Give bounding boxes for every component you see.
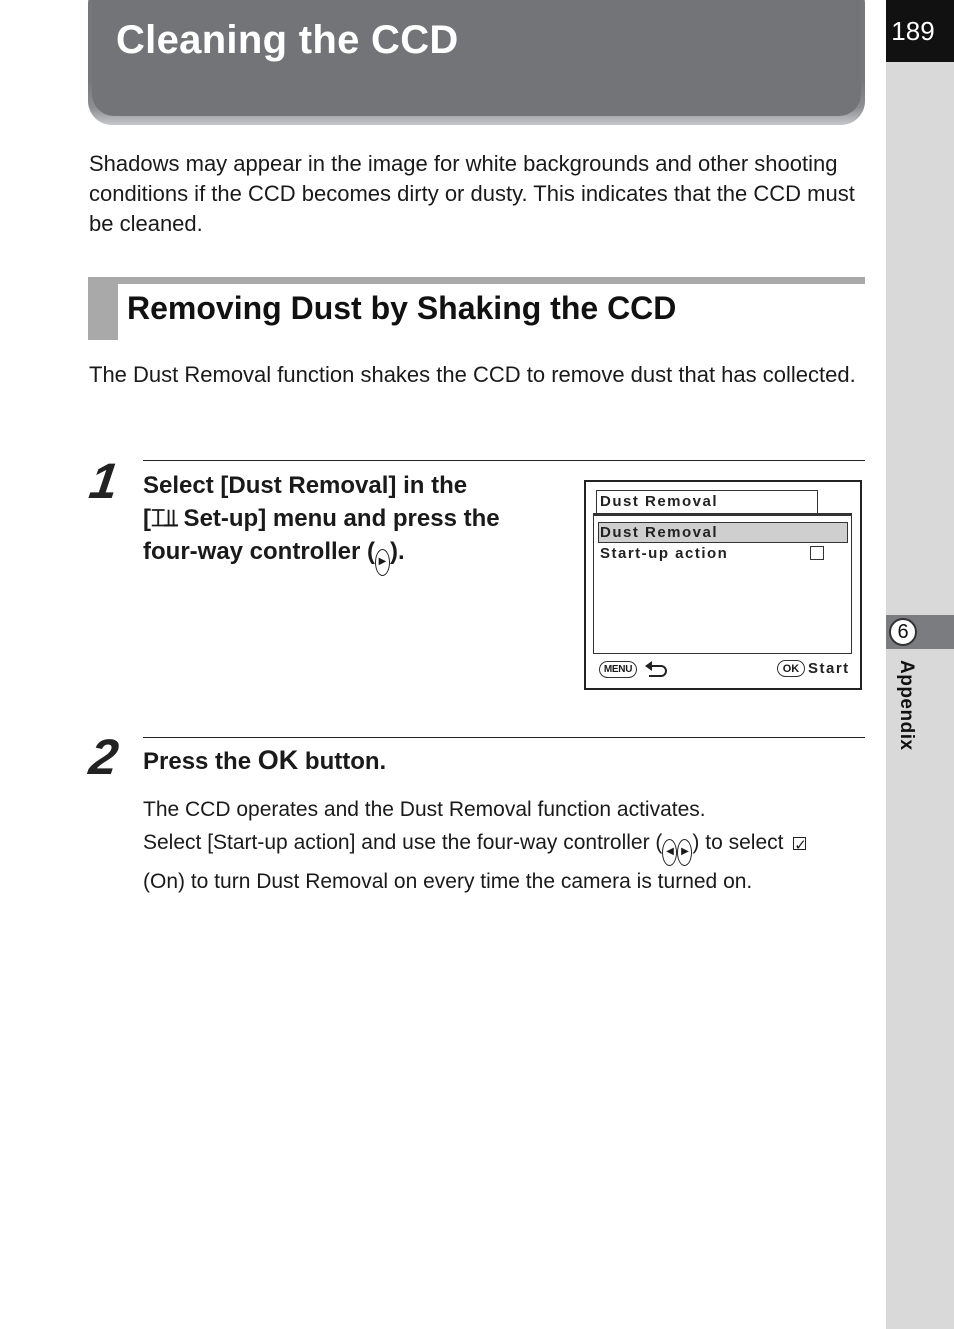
step-2-body-2-pre: Select [Start-up action] and use the four-way controller (: [143, 831, 663, 854]
step-1-line-2: [⌶⫫ Set-up] menu and press the: [143, 505, 500, 532]
step-2-heading: [143, 745, 386, 776]
step-1-line-1: Select [Dust Removal] in the: [143, 472, 468, 499]
step-2-body-1: The CCD operates and the Dust Removal function activates.: [143, 798, 706, 821]
chapter-label: Appendix: [896, 660, 917, 751]
page-title: Cleaning the CCD: [116, 18, 459, 62]
ok-button-icon: OK: [777, 660, 805, 677]
screen-item-dust-removal: Dust Removal: [600, 524, 719, 541]
right-arrow-key-icon: ▶: [677, 839, 692, 866]
step-2-body-2-post: (On) to turn Dust Removal on every time the camera is turned on.: [143, 870, 753, 893]
step-1-line-2-text: Set-up] menu and press the: [176, 505, 500, 532]
step-1-line-3-pre: four-way controller (: [143, 538, 376, 565]
step-2-heading-post: button.: [298, 748, 387, 775]
section-rule: [88, 277, 865, 284]
step-2-number: 2: [86, 729, 122, 785]
screen-start-label: Start: [808, 660, 850, 677]
step-1-line-3: [143, 535, 563, 576]
menu-button-icon: MENU: [599, 661, 637, 678]
step-2-heading-pre: Press the: [143, 748, 258, 775]
step-1-rule: [143, 460, 865, 461]
screen-tab-label: Dust Removal: [600, 493, 719, 510]
intro-paragraph: Shadows may appear in the image for white backgrounds and other shooting conditions if the CCD becomes dirty or dusty. This indicates that the CCD must be cleaned.: [89, 151, 855, 236]
section-marker: [88, 277, 118, 340]
setup-wrench-icon: ⌶⫫: [151, 505, 177, 532]
chapter-number: 6: [889, 618, 917, 646]
screen-item-startup-action: Start-up action: [600, 545, 729, 562]
step-2-body-2-mid: ) to select: [692, 831, 790, 854]
ok-button-glyph: OK: [257, 745, 299, 775]
right-arrow-key-icon: ▶: [375, 549, 390, 576]
page-number: 189: [886, 0, 954, 62]
step-2-body-2: [143, 827, 868, 897]
checkbox-icon: [810, 546, 824, 560]
step-1-instruction: [143, 469, 563, 576]
step-1-line-3-post: ).: [390, 538, 405, 565]
step-1-number: 1: [86, 453, 122, 509]
checkbox-checked-icon: [793, 837, 806, 850]
step-2-body: [143, 794, 868, 899]
left-arrow-key-icon: ◀: [662, 839, 677, 866]
back-arrow-icon: [643, 657, 669, 677]
section-intro: The Dust Removal function shakes the CCD to remove dust that has collected.: [89, 362, 856, 387]
section-title: Removing Dust by Shaking the CCD: [127, 290, 677, 326]
step-2-rule: [143, 737, 865, 738]
